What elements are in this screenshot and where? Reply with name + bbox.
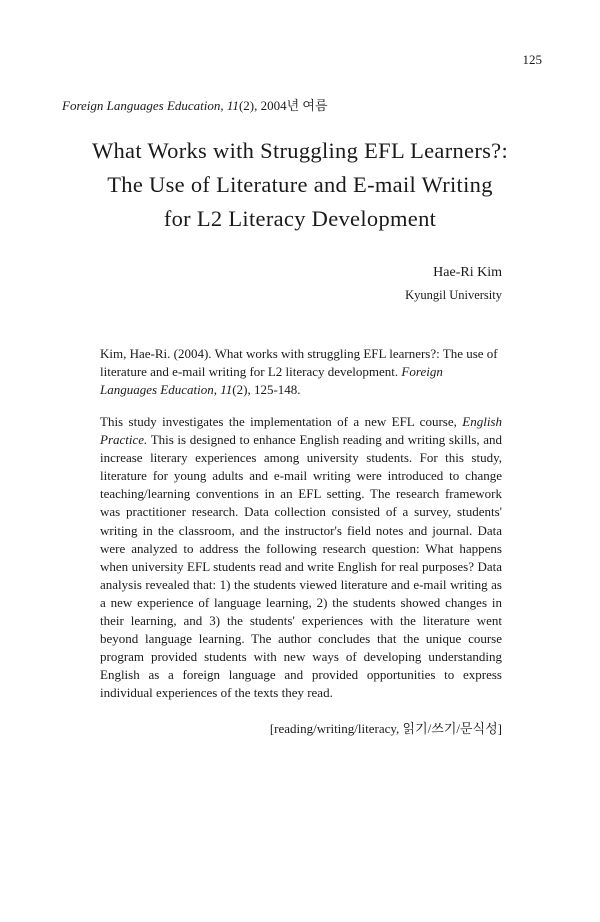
author-name: Hae-Ri Kim — [433, 265, 502, 280]
abstract-body: This is designed to enhance English reading and writing skills, and increase literary experiences among university students. For this study, literature for young adults and e-mail writing were introduced to change teaching/learning conventions in an EFL setting. The research framework was practitioner research. Data collection consisted of a survey, students' writing in the classroom, and the instructor's field notes and journal. Data were analyzed to address the following research question: What happens when university EFL students read and write English for real purposes? Data analysis revealed that: 1) the students viewed literature and e-mail writing as a new experience of language learning, 2) the students showed changes in their learning, and 3) the students' experiences with the literature went beyond language learning. The author concludes that the unique course program provided students with new ways of developing understanding English as a foreign language and provided opportunities to express individual experiences of the texts they read. — [100, 432, 503, 701]
keywords: [reading/writing/literacy, 읽기/쓰기/문식성] — [269, 721, 502, 736]
journal-issue-year: (2), 2004년 여름 — [238, 98, 328, 113]
page-number: 125 — [522, 52, 542, 67]
abstract — [100, 413, 502, 703]
citation-pages: (2), 125-148. — [232, 382, 301, 397]
citation-text: Kim, Hae-Ri. (2004). What works with struggling EFL learners?: The use of literature and e-mail writing for L2 literacy development. — [100, 346, 498, 379]
abstract-course-name: English Practice. — [100, 414, 502, 448]
title-line-1: What Works with Struggling EFL Learners?: — [91, 138, 509, 163]
title-line-3: for L2 Literacy Development — [163, 206, 437, 231]
journal-header — [62, 95, 328, 114]
author-affiliation: Kyungil University — [405, 288, 502, 302]
title-line-2: The Use of Literature and E-mail Writing — [107, 172, 493, 197]
abstract-intro: This study investigates the implementation of a new EFL course, — [100, 414, 457, 429]
citation — [100, 345, 502, 399]
paper-title — [40, 134, 560, 236]
citation-journal: Foreign Languages Education, 11 — [100, 364, 443, 397]
journal-name: Foreign Languages Education, 11 — [62, 98, 239, 113]
